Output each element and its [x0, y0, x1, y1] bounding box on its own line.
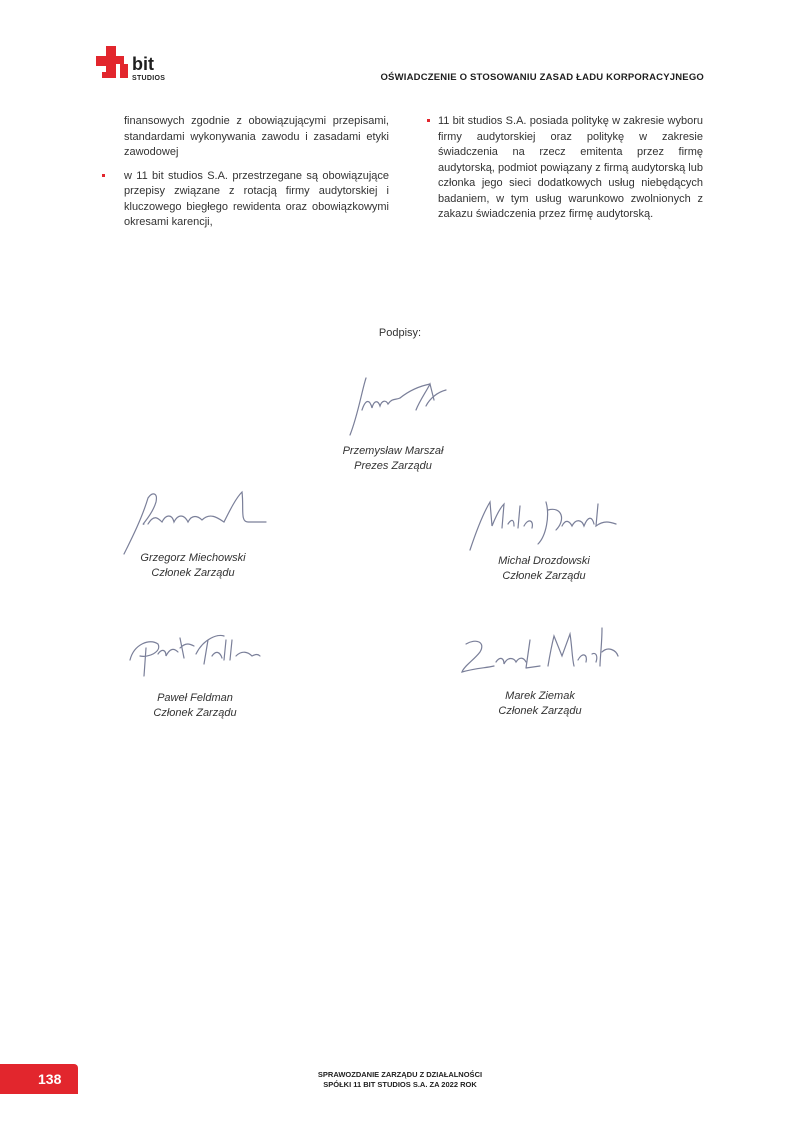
signer-name: Paweł Feldman — [157, 692, 233, 704]
paragraph-text: 11 bit studios S.A. posiada politykę w zakresie wyboru firmy audytorskiej oraz politykę w zakresie świadczenia na rzecz emitenta przez firmę audytorską, podmiot powiązany z firmą audytorską lub członka jego sieci dodatkowych usług niebędących badaniem, w tym usług warunkowo zwolnionych z zakazu świadczenia przez firmę audytorską. — [438, 115, 703, 220]
section-title: OŚWIADCZENIE O STOSOWANIU ZASAD ŁADU KORPORACYJNEGO — [380, 72, 704, 83]
signature-marszal — [330, 370, 470, 440]
signer-role: Członek Zarządu — [498, 705, 582, 717]
signature-feldman — [124, 630, 264, 680]
signature-drozdowski — [466, 496, 636, 556]
left-column — [124, 114, 389, 239]
signer-block — [95, 691, 295, 721]
signer-role: Członek Zarządu — [151, 567, 235, 579]
page-number: 138 — [38, 1071, 62, 1087]
signer-name: Marek Ziemak — [505, 690, 575, 702]
signer-name: Przemysław Marszał — [342, 445, 444, 457]
svg-text:STUDIOS: STUDIOS — [132, 75, 166, 82]
signer-name: Grzegorz Miechowski — [140, 552, 246, 564]
signer-role: Członek Zarządu — [502, 570, 586, 582]
paragraph — [124, 114, 389, 161]
signer-role: Członek Zarządu — [153, 707, 237, 719]
company-logo — [96, 42, 176, 84]
signature-miechowski — [118, 488, 273, 558]
bullet-paragraph — [124, 169, 389, 231]
paragraph-text: w 11 bit studios S.A. przestrzegane są obowiązujące przepisy związane z rotacją firmy audytorskiej i kluczowego biegłego rewidenta oraz obowiązkowymi okresami karencji, — [124, 169, 389, 228]
signer-name: Michał Drozdowski — [498, 555, 590, 567]
footer-line: SPRAWOZDANIE ZARZĄDU Z DZIAŁALNOŚCI — [317, 1070, 483, 1079]
bullet-marker — [102, 174, 105, 177]
svg-text:bit: bit — [132, 54, 154, 74]
signature-ziemak — [456, 624, 626, 679]
signer-block — [440, 689, 640, 719]
bullet-marker — [427, 119, 430, 122]
signer-block — [93, 551, 293, 581]
bullet-paragraph — [438, 114, 703, 223]
signatures-label: Podpisy: — [378, 327, 422, 339]
paragraph-text: finansowych zgodnie z obowiązującymi przepisami, standardami wykonywania zawodu i zasadami etyki zawodowej — [124, 115, 389, 158]
signer-role: Prezes Zarządu — [354, 460, 432, 472]
right-column — [438, 114, 703, 231]
footer-caption — [0, 1070, 800, 1090]
footer-line: SPÓŁKI 11 BIT STUDIOS S.A. ZA 2022 ROK — [323, 1080, 477, 1089]
signer-block — [293, 444, 493, 474]
signer-block — [444, 554, 644, 584]
